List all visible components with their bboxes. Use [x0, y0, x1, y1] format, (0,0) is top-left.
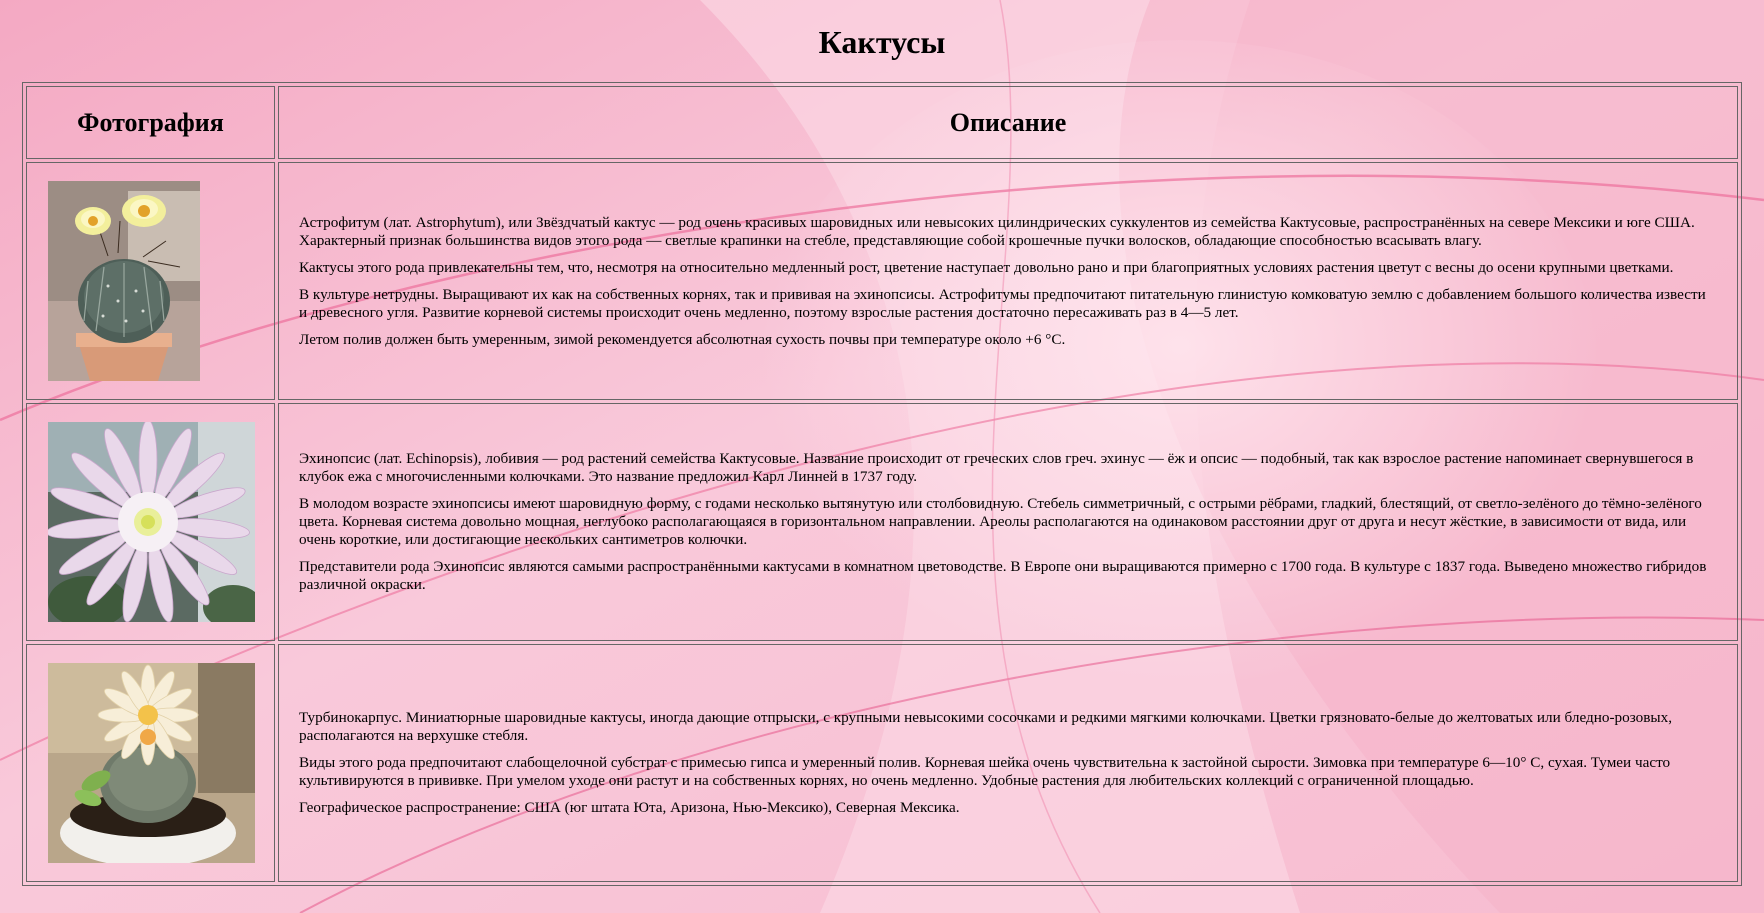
table-row [26, 644, 1738, 882]
photo-cell [26, 403, 275, 641]
description-paragraph: Географическое распространение: США (юг штата Юта, Аризона, Нью-Мексико), Северная Мексика. [299, 799, 960, 816]
header-description: Описание [278, 86, 1738, 159]
description-paragraph: Летом полив должен быть умеренным, зимой рекомендуется абсолютная сухость почвы при температуре около +6 °С. [299, 330, 1066, 348]
description-paragraph: Представители рода Эхинопсис являются самыми распространёнными кактусами в комнатном цветоводстве. В Европе они выращиваются примерно с 1700 года. В культуре с 1837 года. Выведено множество гибридов различной окраски. [299, 558, 1707, 593]
description-cell [278, 403, 1738, 641]
description-paragraph: В культуре нетрудны. Выращивают их как на собственных корнях, так и прививая на эхинопсисы. Астрофитумы предпочитают питательную глинистую комковатую землю с добавлением большого количества извести и древесного угля. Развитие корневой системы происходит очень медленно, поэтому взрослые растения достаточно пересаживать раз в 4—5 лет. [299, 285, 1706, 321]
cactus-table [22, 82, 1742, 886]
description-paragraph: Эхинопсис (лат. Echinopsis), лобивия — род растений семейства Кактусовые. Название происходит от греческих слов греч. эхинус — ёж и опсис — подобный, так как взрослое растение напоминает свернувшегося в клубок ежа с многочисленными колючками. Это название предложил Карл Линней в 1737 году. [299, 450, 1694, 485]
table-row [26, 403, 1738, 641]
photo-cell [26, 644, 275, 882]
description-paragraph: В молодом возрасте эхинопсисы имеют шаровидную форму, с годами несколько вытянутую или столбовидную. Стебель симметричный, с острыми рёбрами, гладкий, блестящий, от светло-зелёного до тёмно-зелёного цвета. Корневая система довольно мощная, неглубоко располагающаяся в горизонтальном направлении. Ареолы располагаются на одинаковом расстоянии друг от друга и несут жёсткие, в зависимости от вида, или очень короткие, или достигающие нескольких сантиметров колючки. [299, 495, 1702, 548]
description-cell [278, 644, 1738, 882]
description-paragraph: Кактусы этого рода привлекательны тем, что, несмотря на относительно медленный рост, цветение наступает довольно рано и при благоприятных условиях растения цветут с весны до осени крупными цветками. [299, 258, 1674, 276]
photo-cell [26, 162, 275, 400]
description-cell [278, 162, 1738, 400]
table-row [26, 162, 1738, 400]
page-title: Кактусы [818, 24, 946, 60]
turbinicarpus-photo [48, 663, 255, 863]
description-paragraph: Виды этого рода предпочитают слабощелочной субстрат с примесью гипса и умеренный полив. Корневая шейка очень чувствительна к застойной сырости. Зимовка при температуре 6—10° С, сухая. Тумеи часто культивируются в прививке. При умелом уходе они растут и на собственных корнях, но очень медленно. Удобные растения для любительских коллекций с ограниченной площадью. [299, 754, 1671, 789]
description-paragraph: Турбинокарпус. Миниатюрные шаровидные кактусы, иногда дающие отпрыски, с крупными невысокими сосочками и редкими мягкими колючками. Цветки грязновато-белые до желтоватых или бледно-розовых, располагаются на верхушке стебля. [299, 709, 1672, 744]
header-photo: Фотография [26, 86, 275, 159]
echinopsis-photo [48, 422, 255, 622]
table-header-row [26, 86, 1738, 159]
description-paragraph: Астрофитум (лат. Astrophytum), или Звёздчатый кактус — род очень красивых шаровидных или невысоких цилиндрических суккулентов из семейства Кактусовые, распространённых на севере Мексики и юге США. Характерный признак большинства видов этого рода — светлые крапинки на стебле, представляющие собой крошечные пучки волосков, обладающие способностью всасывать влагу. [299, 213, 1695, 249]
astrophytum-photo [48, 181, 200, 381]
